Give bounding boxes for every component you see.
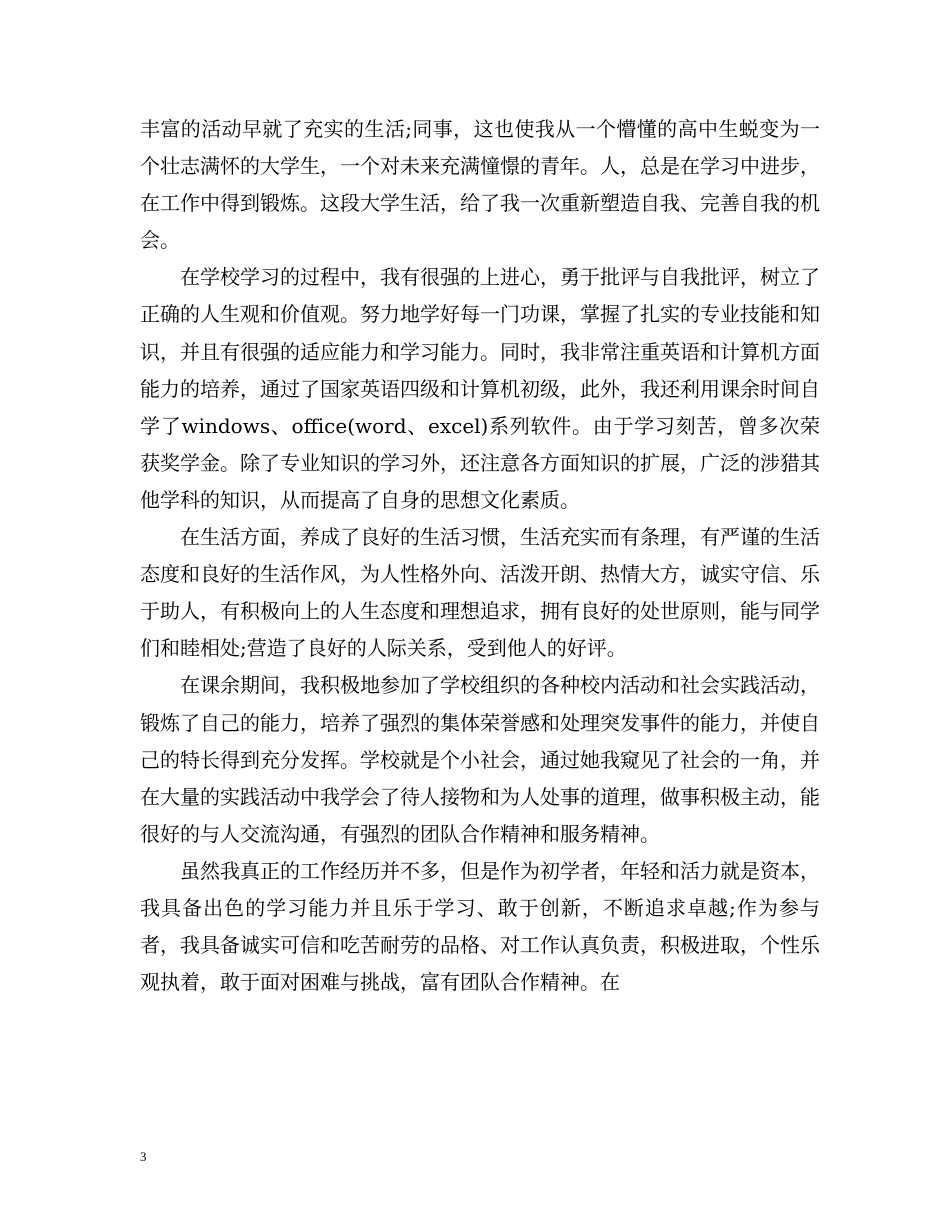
paragraph-2: 在学校学习的过程中，我有很强的上进心，勇于批评与自我批评，树立了正确的人生观和价值观。努力地学好每一门功课，掌握了扎实的专业技能和知识，并且有很强的适应能力和学习能力。同时，我非常注重英语和计算机方面能力的培养，通过了国家英语四级和计算机初级，此外，我还利用课余时间自学了windows、office(word、excel)系列软件。由于学习刻苦，曾多次荣获奖学金。除了专业知识的学习外，还注意各方面知识的扩展，广泛的涉猎其他学科的知识，从而提高了自身的思想文化素质。 bbox=[140, 265, 820, 512]
document-body bbox=[140, 111, 820, 1001]
paragraph-5: 虽然我真正的工作经历并不多，但是作为初学者，年轻和活力就是资本，我具备出色的学习能力并且乐于学习、敢于创新，不断追求卓越;作为参与者，我具备诚实可信和吃苦耐劳的品格、对工作认真负责，积极进取，个性乐观执着，敢于面对困难与挑战，富有团队合作精神。在 bbox=[140, 858, 820, 995]
paragraph-1: 丰富的活动早就了充实的生活;同事，这也使我从一个懵懂的高中生蜕变为一个壮志满怀的大学生，一个对未来充满憧憬的青年。人，总是在学习中进步，在工作中得到锻炼。这段大学生活，给了我一次重新塑造自我、完善自我的机会。 bbox=[140, 117, 820, 253]
paragraph-3: 在生活方面，养成了良好的生活习惯，生活充实而有条理，有严谨的生活态度和良好的生活作风，为人性格外向、活泼开朗、热情大方，诚实守信、乐于助人，有积极向上的人生态度和理想追求，拥有良好的处世原则，能与同学们和睦相处;营造了良好的人际关系，受到他人的好评。 bbox=[140, 525, 820, 661]
paragraph-4: 在课余期间，我积极地参加了学校组织的各种校内活动和社会实践活动，锻炼了自己的能力，培养了强烈的集体荣誉感和处理突发事件的能力，并使自己的特长得到充分发挥。学校就是个小社会，通过她我窥见了社会的一角，并在大量的实践活动中我学会了待人接物和为人处事的道理，做事积极主动，能很好的与人交流沟通，有强烈的团队合作精神和服务精神。 bbox=[140, 673, 820, 846]
page-number: 3 bbox=[140, 1149, 147, 1164]
